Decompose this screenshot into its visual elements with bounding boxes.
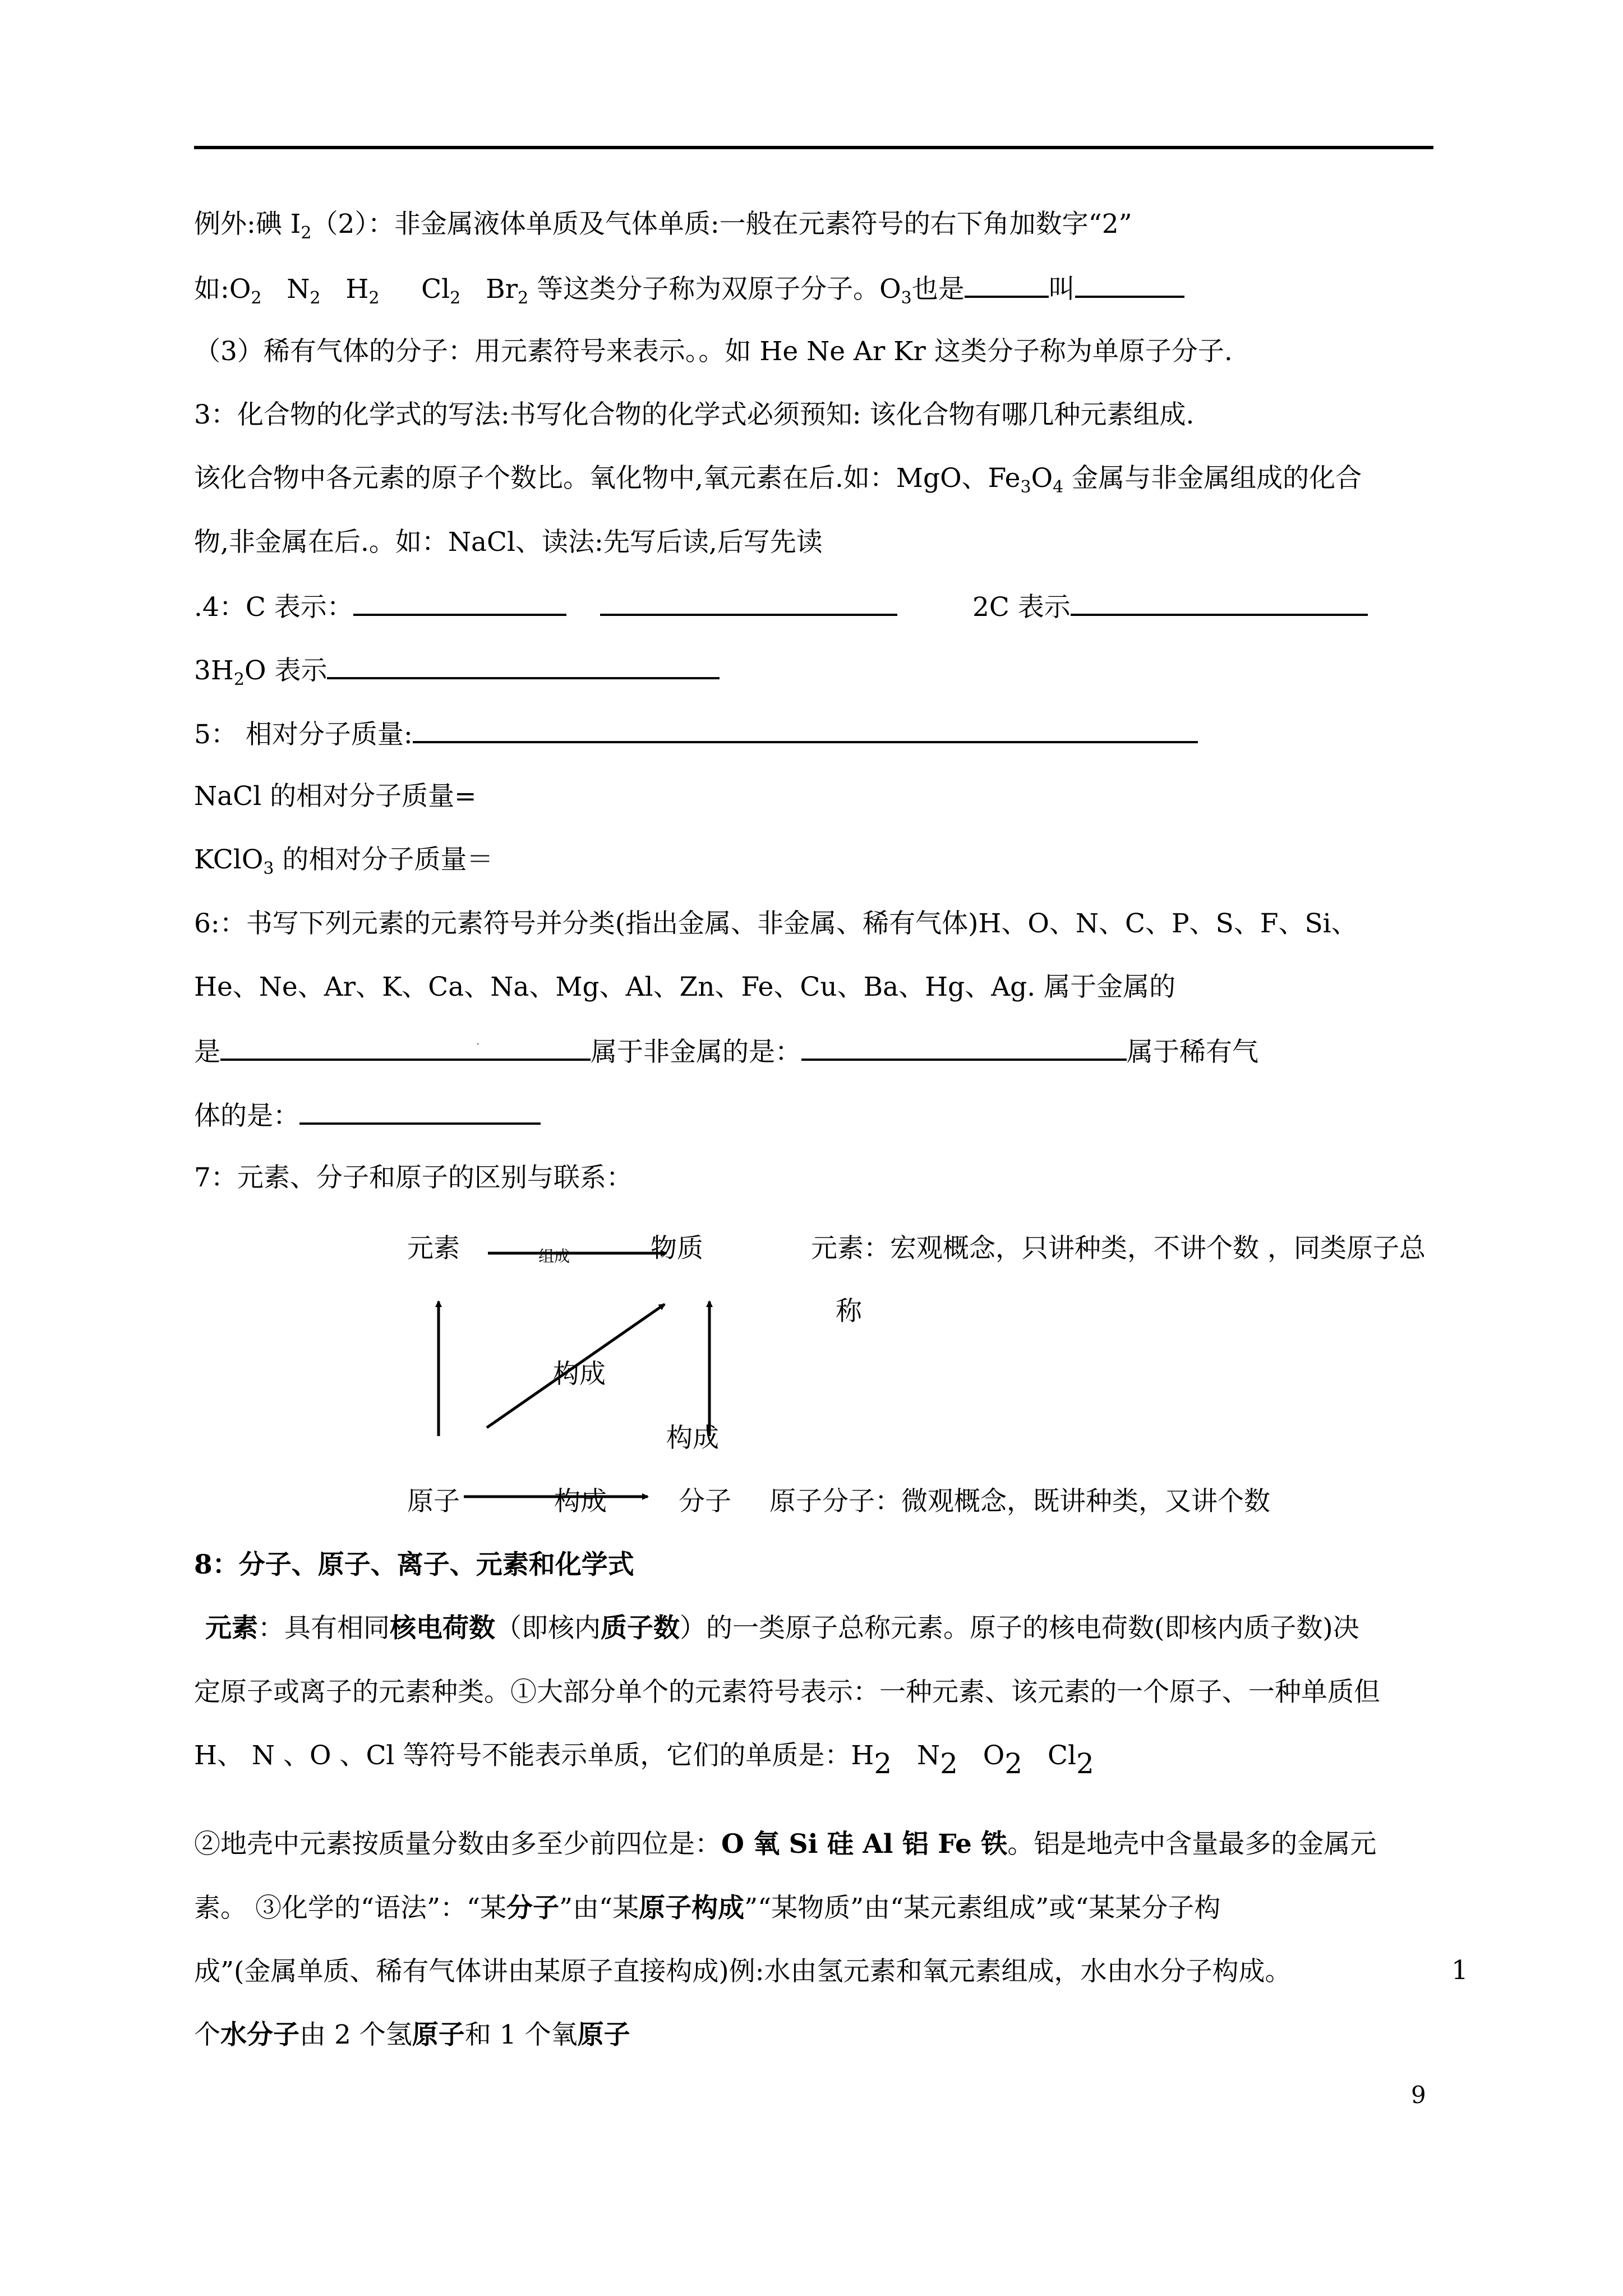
section-heading-8: 8：分子、原子、离子、元素和化学式 bbox=[194, 1549, 634, 1580]
diagram-compose-label: 组成 bbox=[538, 1247, 570, 1266]
diagram-atom: 原子 bbox=[407, 1486, 460, 1517]
margin-number: 1 bbox=[1451, 1955, 1468, 1986]
text-line-compound-formula: 3：化合物的化学式的写法:书写化合物的化学式必须预知: 该化合物有哪几种元素组成. bbox=[194, 399, 1195, 430]
text-line-kclo3-mass: KClO$_3$ 的相对分子质量＝ bbox=[194, 844, 494, 878]
diagram-element-desc: 元素：宏观概念，只讲种类，不讲个数 ，同类原子总 bbox=[811, 1233, 1426, 1264]
text-line-water-example: 成”(金属单质、稀有气体讲由某原子直接构成)例:水由氢元素和氧元素组成，水由水分子构成。 bbox=[194, 1956, 1292, 1987]
diagram-element-desc-cont: 称 bbox=[836, 1296, 862, 1327]
text-line-noble-answer: 体的是： bbox=[194, 1098, 541, 1133]
text-line-grammar: 素。 ③化学的“语法”：“某分子”由“某原子构成”“某物质”由“某元素组成”或“某某分子构 bbox=[194, 1893, 1221, 1924]
text-line-water-molecule: 个水分子由 2 个氢原子和 1 个氧原子 bbox=[194, 2019, 630, 2050]
text-line-exception: 例外:碘 $I_2(2)$：非金属液体单质及气体单质:一般在元素符号的右下角加数字“2” bbox=[194, 209, 1132, 243]
text-line-crust-elements: ②地壳中元素按质量分数由多至少前四位是：O 氧 Si 硅 Al 铝 Fe 铁。铝是地壳中含量最多的金属元 bbox=[194, 1829, 1377, 1860]
diagram-constitute-label: 构成 bbox=[666, 1423, 719, 1453]
diagram-element: 元素 bbox=[407, 1233, 460, 1264]
text-line-element-list: He、Ne、Ar、K、Ca、Na、Mg、Al、Zn、Fe、Cu、Ba、Hg、Ag. 属于金属的 bbox=[194, 972, 1176, 1002]
text-line-relative-mass: 5： 相对分子质量: bbox=[194, 716, 1198, 752]
text-line-metal-answer: 是 . 属于非金属的是： 属于稀有气 bbox=[194, 1034, 1258, 1068]
diagram-atom-molecule-desc: 原子分子：微观概念，既讲种类，又讲个数 bbox=[769, 1486, 1270, 1517]
diagram-constitute-label: 构成 bbox=[553, 1359, 606, 1389]
page-number: 9 bbox=[1411, 2081, 1426, 2109]
text-line-diatomic: 如$:O_2$ $N_2$ $H_2$ $Cl_2$ $Br_2$ 等这类分子称为双原子分子。$O_3$也是 叫 bbox=[194, 271, 1184, 306]
text-line-symbol-meaning: .4：C 表示： 2C 表示 bbox=[194, 589, 1368, 624]
text-line-nacl-mass: NaCl 的相对分子质量= bbox=[194, 781, 477, 812]
diagram-constitute-label: 构成 bbox=[554, 1486, 607, 1517]
text-line-nonmetal-last: 物,非金属在后.。如：NaCl、读法:先写后读,后写先读 bbox=[194, 527, 823, 558]
diagram-molecule: 分子 bbox=[679, 1486, 731, 1517]
text-line-classify: 6:：书写下列元素的元素符号并分类(指出金属、非金属、稀有气体)H、O、N、C、P、S、F、Si、 bbox=[194, 908, 1358, 939]
text-line-noble-gas: （3）稀有气体的分子：用元素符号来表示。。如 He Ne Ar Kr 这类分子称为单原子分子. bbox=[194, 336, 1233, 367]
diagram-substance: 物质 bbox=[651, 1233, 703, 1264]
answer-blank[interactable]: . bbox=[220, 1034, 591, 1061]
text-line-element-def: 元素：具有相同核电荷数（即核内质子数）的一类原子总称元素。原子的核电荷数(即核内质子数)决 bbox=[205, 1613, 1359, 1644]
text-line-oxide: 该化合物中各元素的原子个数比。氧化物中,氧元素在后.如：MgO、$Fe_3O_4$ 金属与非金属组成的化合 bbox=[194, 463, 1362, 497]
text-line-elemental-form: H、 N 、O 、Cl 等符号不能表示单质，它们的单质是：H2 N2 O2 Cl2 bbox=[194, 1740, 1094, 1780]
text-line-3h2o: $3H_2O$ 表示 bbox=[194, 652, 720, 688]
text-line-relation-title: 7：元素、分子和原子的区别与联系： bbox=[194, 1162, 633, 1193]
text-line-element-type: 定原子或离子的元素种类。①大部分单个的元素符号表示：一种元素、该元素的一个原子、一种单质但 bbox=[194, 1677, 1380, 1708]
